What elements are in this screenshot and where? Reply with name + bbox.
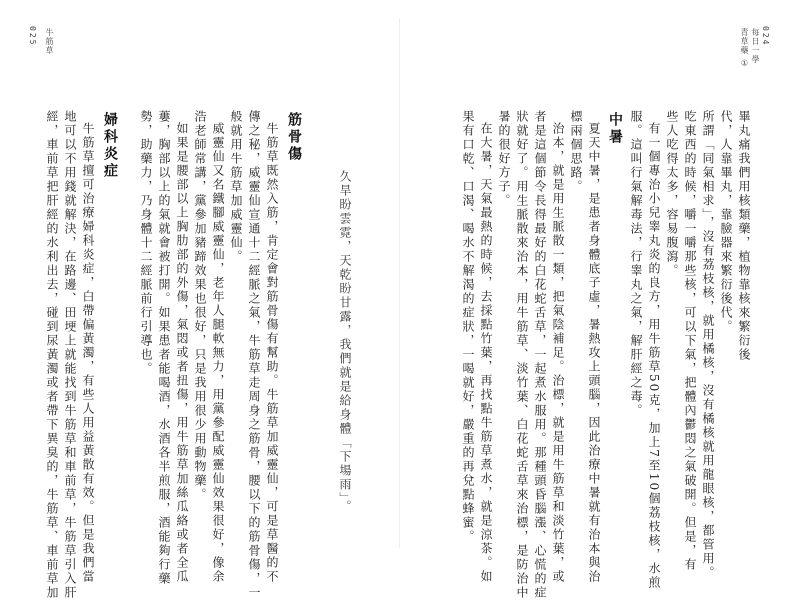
section-heading-heatstroke: 中暑 [607,112,623,146]
tendon-line-1: 牛筋草既然入筋，肯定會對筋骨傷有幫助。牛筋草加威靈仙，可是草醫的不 [265,122,279,584]
right-para2-line-2: 服。這叫行氣解毒法，行睾丸之氣，解肝經之毒。 [629,110,643,418]
right-cont-line-1: 畢丸痛我們用核類藥，植物靠核來繁衍後 [737,110,751,362]
heatstroke-line-1: 夏天中暑，是患者身體底子虛，暑熱攻上頭腦，因此治療中暑就有治本與治 [587,122,601,584]
right-cont-line-2: 代，人靠畢丸，靠臉器來繁衍後代。 [719,110,733,334]
page-gutter [399,18,400,548]
tendon-line-8: 勢，助藥力，乃身體十二經脈前行引導也。 [139,110,153,376]
left-running-header: 牛筋草 [45,28,54,55]
tendon-line-4: 威靈仙又名鐵腳威靈仙，老年人腿軟無力，用黨參配威靈仙效果很好，像余 [211,122,225,584]
right-running-header-volume: 青草藥 ① [740,28,749,69]
heatstroke-line-6: 暑的很好方子。 [497,110,511,208]
right-running-header-series: 每日一學 [751,28,760,64]
heatstroke-line-4: 者是這個節令長得最好的白花蛇舌草，一起煮水服用。那種頭昏腦漲、心慌的症 [533,110,547,600]
gyn-line-1: 牛筋草擅可治療婦科炎症，白帶偏黃濁，有些人用益黃散有效。但是我們當 [81,122,95,584]
heatstroke-line-7: 在大暑，天氣最熱的時候，去採點竹葉，再找點牛筋草煮水，就是涼茶。如 [479,122,493,584]
right-cont-line-4: 吃東西的時候，嚼一嚼那些核，可以下氣，把體內鬱悶之氣破開。但是，有 [683,110,697,572]
tendon-line-3: 般就用牛筋草加威靈仙。 [229,110,243,264]
right-cont-line-3: 所謂「同氣相求」，沒有荔枝核，就用橘核，沒有橘核就用龍眼核，都管用。 [701,110,715,580]
heatstroke-line-3: 治本，就是用生脈散一類，把氣陰補足。治標，就是用牛筋草和淡竹葉，或 [551,122,565,584]
section-heading-gynecologic-inflammation: 婦科炎症 [102,112,118,180]
tendon-line-2: 傳之秘，威靈仙宣通十二經脈之氣，牛筋草走周身之筋骨，腰以下的筋骨傷，一 [247,110,261,600]
right-page-number: 024 [761,26,770,47]
heatstroke-line-8: 果有口乾、口渴、喝水不解渴的症狀，一喝就好，嚴重的再兌點蜂蜜。 [461,110,475,544]
heatstroke-line-2: 標兩個思路。 [569,110,583,194]
poem-line: 久旱盼雲霓，天乾盼甘露，我們就是給身體「下場雨」。 [338,170,352,514]
tendon-line-5: 浩老師常講，黨參加豬蹄效果也很好，只是我用很少用動物藥。 [193,110,207,502]
heatstroke-line-5: 狀就好了。用生脈散來治本，用牛筋草、淡竹葉、白花蛇舌草來治標，是防治中 [515,110,529,600]
left-page-number: 025 [28,26,37,47]
tendon-line-7: 蔞，胸部以上的氣就會被打開。如果患者能喝酒，水酒各半煎服，酒能夠行藥 [157,110,171,586]
tendon-line-6: 如果是腰部以上胸肋部的外傷，氣悶或者扭傷，用牛筋草加絲瓜絡或者全瓜 [175,122,189,584]
section-heading-tendon-injury: 筋骨傷 [286,112,302,163]
gyn-line-2: 地可以不用錢就解決，在路邊、田埂上就能找到牛筋草和車前草，牛筋草引入肝 [63,110,77,600]
gyn-line-3: 經，車前草把肝經的水利出去，碰到尿黃濁或者帶下異臭的，牛筋草、車前草加 [45,110,59,600]
right-cont-line-5: 些人吃得太多，容易腹瀉。 [665,110,679,278]
right-para2-line-1: 有一個專治小兒睾丸炎的良方，用牛筋草50克，加上7至10個荔枝核，水煎 [647,122,661,591]
